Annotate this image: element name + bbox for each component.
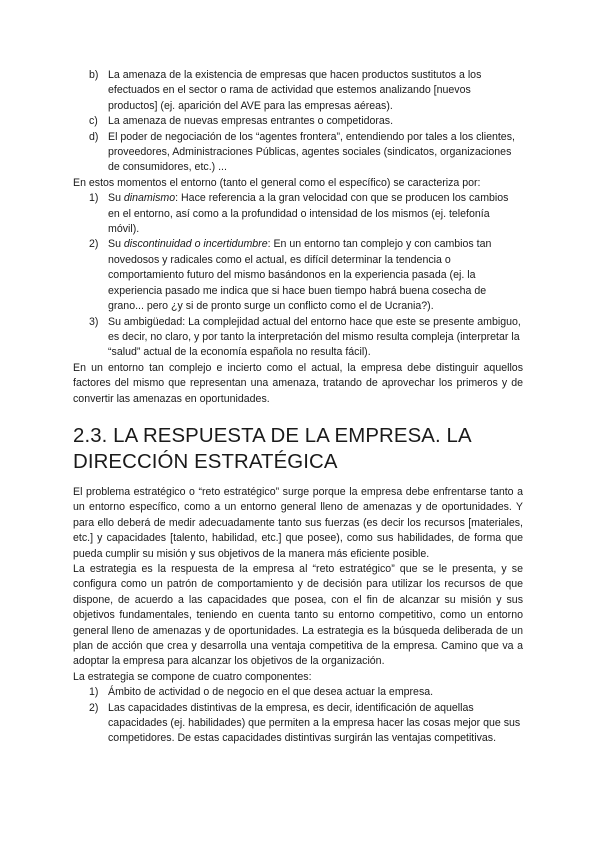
list-item-text: : En un entorno tan complejo y con cambios tan novedosos y radicales como el actual, es difícil determinar la tendencia o comportamiento futuro del mismo basándonos en la experiencia pasada (ej. la experiencia pasado me indica que si hace buen tiempo habrá buena cosecha de grano... pero ¿y si de pronto surge un conflicto como el de Ucrania?). [108, 238, 492, 313]
list-item [73, 315, 523, 361]
paragraph-entorno: En estos momentos el entorno (tanto el general como el específico) se caracteriza por: [73, 176, 481, 189]
list-item [73, 68, 523, 114]
list-item-text: La amenaza de nuevas empresas entrantes o competidoras. [108, 115, 394, 128]
list-marker: d) [89, 130, 99, 143]
list-marker: 1) [89, 686, 99, 699]
list-item [73, 237, 523, 314]
paragraph-estrategia: La estrategia es la respuesta de la empresa al “reto estratégico” que se le presenta, y se configura como un patrón de comportamiento y de decisión para utilizar los recursos de que dispone, de acuerdo a las capacidades que posea, con el fin de alcanzar su misión y sus objetivos fundamentales, teniendo en cuenta tanto su entorno competitivo, como un entorno general lleno de amenazas y de oportunidades. La estrategia es la búsqueda deliberada de un plan de acción que crea y desarrolla una ventaja competitiva de la empresa. Camino que va a adoptar la empresa para alcanzar los objetivos de la organización. [73, 562, 523, 668]
list-marker: 2) [89, 701, 99, 714]
list-item [73, 701, 523, 747]
list-item [73, 191, 523, 237]
components-list [73, 685, 523, 747]
list-item [73, 114, 523, 129]
list-marker: 1) [89, 192, 99, 205]
list-item [73, 685, 523, 700]
list-marker: b) [89, 69, 99, 81]
list-item-prefix: Su [108, 238, 124, 251]
list-marker: 3) [89, 315, 99, 328]
list-item-text: Las capacidades distintivas de la empresa, es decir, identificación de aquellas capacidades (ej. habilidades) que permiten a la empresa hacer las cosas mejor que sus competidores. De estas capacidades distintivas surgirán las ventajas competitivas. [108, 701, 521, 745]
list-item-text: : Hace referencia a la gran velocidad con que se producen los cambios en el entorno, así como a la profundidad o intensidad de los mismos (ej. telefonía móvil). [108, 192, 509, 236]
paragraph-problema: El problema estratégico o “reto estratégico” surge porque la empresa debe enfrentarse tanto a un entorno específico, como a un entorno general lleno de amenazas y de oportunidades. Y para ello deberá de medir adecuadamente tanto sus fuerzas (es decir los recursos [materiales, etc.] y capacidades [talento, habilidad, etc.] que posee), como sus habilidades, de forma que pueda cumplir su misión y sus objetivos de la manera más eficiente posible. [73, 485, 523, 560]
list-item-text: La amenaza de la existencia de empresas que hacen productos sustitutos a los efectuados en el sector o rama de actividad que estemos analizando [nuevos productos] (ej. aparición del AVE para las empresas aéreas). [108, 69, 482, 112]
paragraph-componentes: La estrategia se compone de cuatro componentes: [73, 670, 312, 683]
list-item [73, 130, 523, 176]
list-marker: 2) [89, 238, 99, 251]
list-item-term: discontinuidad o incertidumbre [123, 238, 268, 251]
section-heading: 2.3. LA RESPUESTA DE LA EMPRESA. LA DIRECCIÓN ESTRATÉGICA [73, 424, 471, 473]
paragraph-complejo: En un entorno tan complejo e incierto como el actual, la empresa debe distinguir aquellos factores del mismo que representan una amenaza, tratando de aprovechar los primeros y de convertir las amenazas en oportunidades. [73, 361, 523, 405]
list-marker: c) [89, 115, 98, 128]
list-item-text: Su ambigüedad: La complejidad actual del entorno hace que este se presente ambiguo, es decir, no claro, y por tanto la interpretación del mismo resulta compleja (interpretar la “salud” actual de la economía española no resulta fácil). [108, 315, 521, 359]
list-item-text: Ámbito de actividad o de negocio en el que desea actuar la empresa. [108, 686, 434, 699]
environment-traits-list [73, 191, 523, 360]
list-item-text: El poder de negociación de los “agentes frontera”, entendiendo por tales a los clientes, proveedores, Administraciones Públicas, agentes sociales (sindicatos, organizaciones de consumidores, etc.) ... [108, 130, 515, 174]
forces-list [73, 68, 523, 176]
document-body [73, 68, 523, 747]
list-item-prefix: Su [108, 192, 124, 205]
list-item-term: dinamismo [123, 192, 176, 205]
